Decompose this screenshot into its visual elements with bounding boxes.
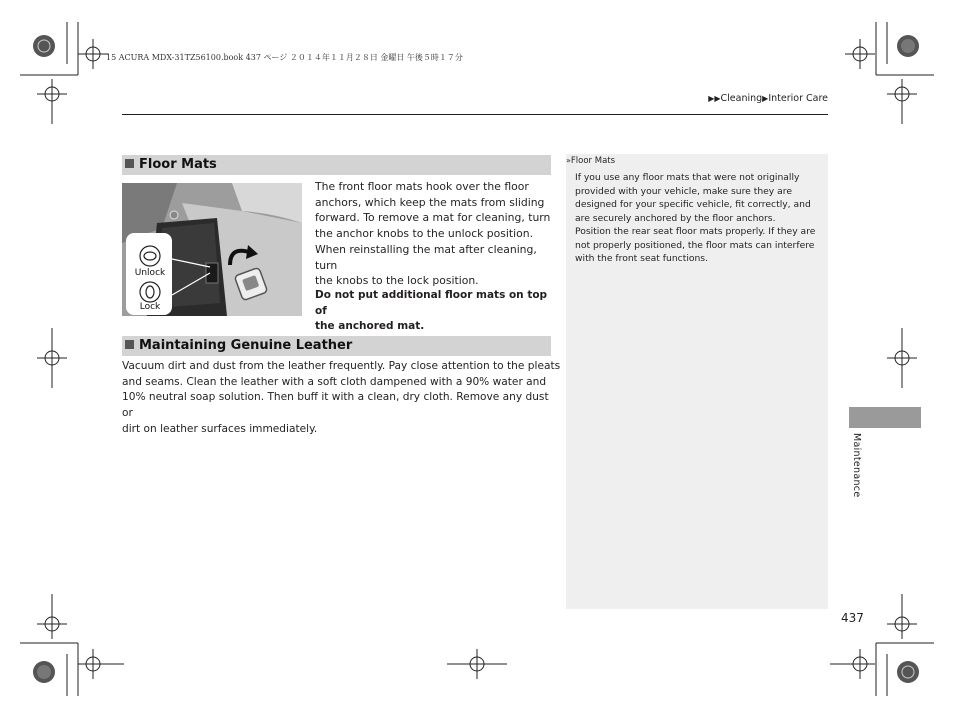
sidebar-title	[566, 156, 615, 166]
leather-heading-text: Maintaining Genuine Leather	[139, 338, 353, 353]
floor-mat-anchor-illustration	[122, 183, 302, 316]
body-line: The front floor mats hook over the floor	[315, 180, 529, 193]
chapter-tab[interactable]	[849, 407, 921, 428]
floor-mats-body	[315, 179, 555, 289]
body-line: forward. To remove a mat for cleaning, turn	[315, 211, 551, 225]
sidebar-line: not properly positioned, the floor mats can interfere	[575, 239, 815, 251]
warning-line: Do not put additional floor mats on top of	[315, 289, 548, 317]
sidebar-body	[575, 171, 820, 266]
body-line: the anchor knobs to the unlock position.	[315, 227, 534, 241]
floor-mats-heading-text: Floor Mats	[139, 157, 217, 172]
leather-body	[122, 359, 562, 438]
breadcrumb	[708, 93, 828, 104]
body-line: Vacuum dirt and dust from the leather frequently. Pay close attention to the pleats	[122, 360, 561, 372]
lock-knob-icon	[140, 282, 160, 302]
print-info-line: 15 ACURA MDX-31TZ56100.book 437 ページ ２０１４年１１月２８日 金曜日 午後５時１７分	[106, 53, 463, 62]
breadcrumb-arrows: ▶▶	[708, 94, 721, 103]
body-line: dirt on leather surfaces immediately.	[122, 422, 318, 435]
body-line: 10% neutral soap solution. Then buff it with a clean, dry cloth. Remove any dust or	[122, 391, 549, 420]
sidebar-title-text[interactable]: Floor Mats	[570, 156, 616, 166]
breadcrumb-cleaning[interactable]: Cleaning	[720, 93, 763, 104]
body-line: the knobs to the lock position.	[315, 274, 479, 288]
body-line: anchors, which keep the mats from sliding	[315, 195, 545, 209]
sidebar-line: with the front seat functions.	[575, 253, 709, 264]
sidebar-line: Position the rear seat floor mats properly. If they are	[575, 226, 816, 237]
lock-label: Lock	[139, 302, 161, 312]
body-line: and seams. Clean the leather with a soft cloth dampened with a 90% water and	[122, 375, 547, 388]
heading-square-icon	[125, 340, 134, 349]
sidebar-line: provided with your vehicle, make sure they are	[575, 185, 793, 197]
leather-heading	[122, 336, 551, 356]
body-line: When reinstalling the mat after cleaning, turn	[315, 242, 537, 272]
unlock-label: Unlock	[134, 268, 166, 278]
floor-mats-heading	[122, 155, 551, 175]
breadcrumb-interior-care[interactable]: Interior Care	[768, 93, 828, 104]
page-number: 437	[841, 611, 864, 625]
heading-square-icon	[125, 159, 134, 168]
header-rule	[122, 114, 828, 115]
sidebar-line: designed for your specific vehicle, fit correctly, and	[575, 199, 811, 210]
warning-line: the anchored mat.	[315, 320, 425, 333]
sidebar-line: are securely anchored by the floor anchors.	[575, 212, 776, 224]
unlock-knob-icon	[140, 246, 160, 266]
floor-mats-warning	[315, 288, 555, 335]
chapter-tab-label: Maintenance	[851, 433, 862, 498]
reference-marker-icon: »	[566, 156, 571, 165]
sidebar-line: If you use any floor mats that were not originally	[575, 172, 800, 183]
breadcrumb-separator: ▶	[762, 94, 769, 103]
